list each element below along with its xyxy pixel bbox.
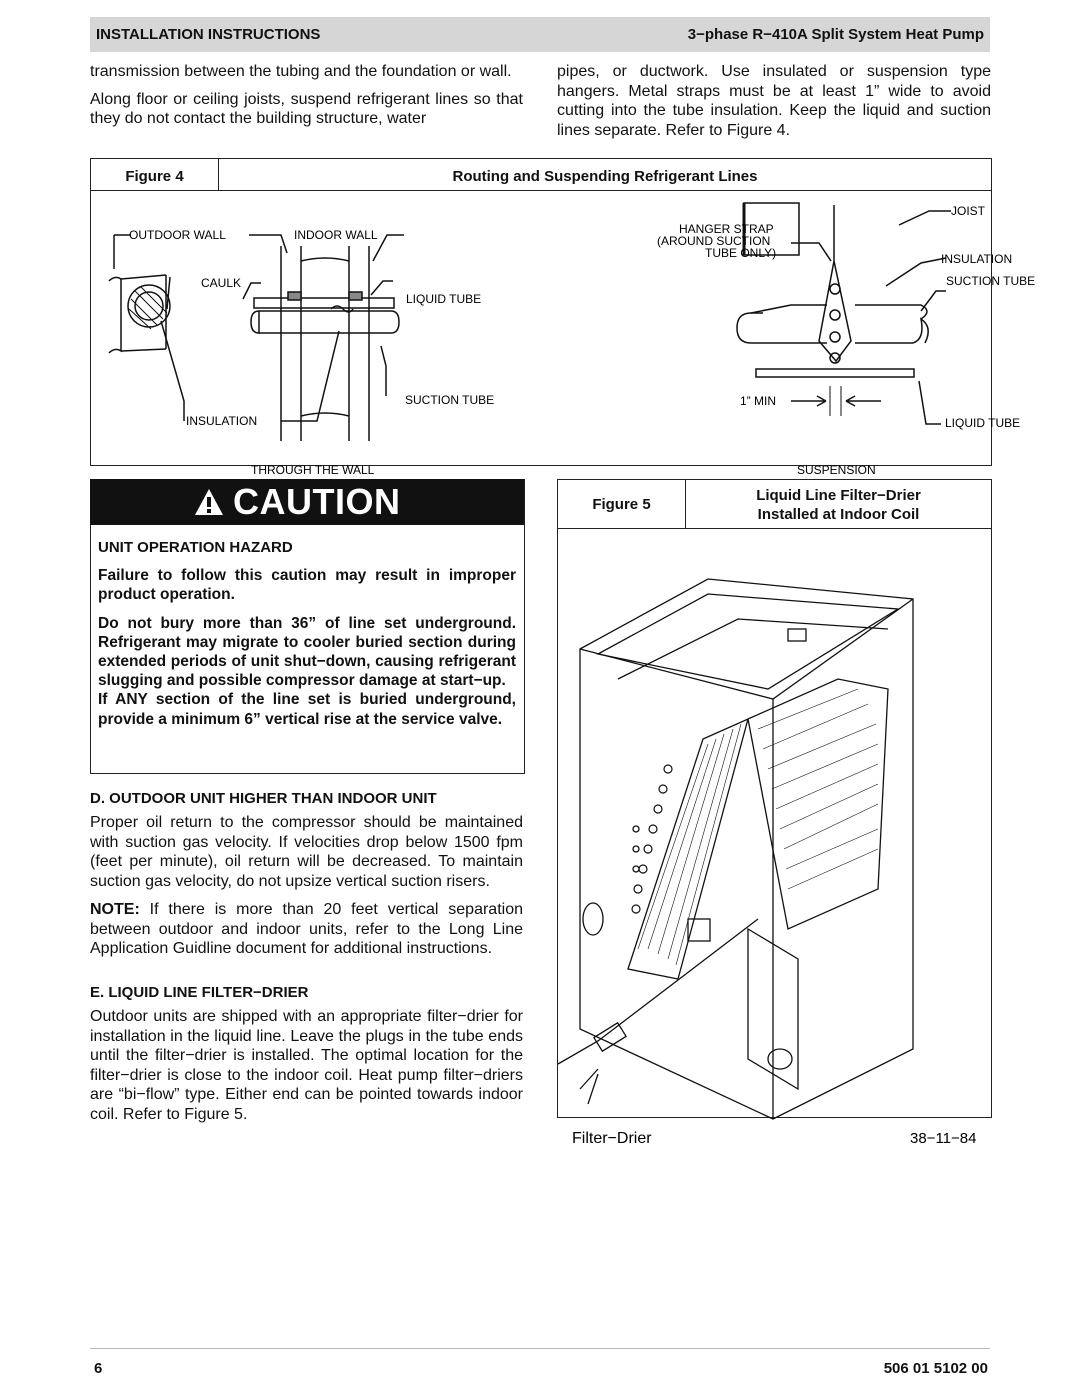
indoor-coil-illustration [558,529,991,1147]
document-number: 506 01 5102 00 [883,1360,988,1377]
label-hanger-strap: HANGER STRAP [679,222,774,236]
page-number: 6 [94,1360,103,1377]
caution-title: CAUTION [233,481,401,522]
paragraph: pipes, or ductwork. Use insulated or suspension type hangers. Metal straps must be at least 1” wide to avoid cutting into the tube insulation. Keep the liquid and suction lines separate. Refer to Figure 4. [557,63,991,139]
note-label: NOTE: [90,901,140,918]
section-e-heading: E. LIQUID LINE FILTER−DRIER [90,984,309,1001]
label-caulk: CAULK [201,276,242,290]
figure-5-title-line1: Liquid Line Filter−Drier [756,487,921,504]
caution-content [98,538,516,729]
footer-rule [90,1348,990,1349]
label-insulation: INSULATION [941,252,1013,266]
figure-4-number: Figure 4 [125,168,184,185]
through-the-wall-diagram [91,191,541,477]
figure-code: 38−11−84 [910,1130,977,1147]
paragraph: Along floor or ceiling joists, suspend refrigerant lines so that they do not contact the building structure, water [90,90,523,127]
section-d [90,790,523,959]
note-paragraph [90,900,523,959]
header-product: 3−phase R−410A Split System Heat Pump [687,26,984,43]
caution-hazard: UNIT OPERATION HAZARD [98,539,293,556]
label-suction-tube: SUCTION TUBE [946,274,1036,288]
label-joist: JOIST [951,204,986,218]
figure-5 [557,479,992,1147]
label-1-inch-min: 1” MIN [740,394,776,408]
label-outdoor-wall: OUTDOOR WALL [129,228,226,242]
note-text: If there is more than 20 feet vertical separation between outdoor and indoor units, refer to the Long Line Application Guidline document for additional instructions. [90,901,523,957]
figure-5-title-line2: Installed at Indoor Coil [757,506,920,523]
label-liquid-tube: LIQUID TUBE [945,416,1021,430]
paragraph: transmission between the tubing and the foundation or wall. [90,63,512,80]
caption-suspension: SUSPENSION [797,463,876,477]
caption-through-the-wall: THROUGH THE WALL [251,463,375,477]
header-title: INSTALLATION INSTRUCTIONS [96,26,321,43]
label-hanger-tube-only: TUBE ONLY) [705,246,777,260]
figure-5-number: Figure 5 [592,496,651,513]
figure-4-title: Routing and Suspending Refrigerant Lines [452,168,758,185]
label-suction-tube: SUCTION TUBE [405,393,495,407]
section-e [90,984,523,1124]
warning-triangle-icon [194,488,224,516]
caution-paragraph: Failure to follow this caution may result in improper product operation. [98,567,516,604]
label-liquid-tube: LIQUID TUBE [406,292,482,306]
figure-5-title [686,486,991,524]
top-left-column [90,62,523,129]
suspension-diagram [541,191,1036,477]
paragraph: Outdoor units are shipped with an appropriate filter−drier for installation in the liquid line. Leave the plugs in the tube ends until the filter−drier is installed. The optimal location for the filter−drier is close to the indoor coil. Heat pump filter−driers are “bi−flow” type. Either end can be pointed towards indoor coil. Refer to Figure 5. [90,1008,523,1123]
caution-paragraph: Do not bury more than 36” of line set underground. Refrigerant may migrate to cooler buried section during extended periods of unit shut−down, causing refrigerant slugging and possible compressor damage at start−up. [98,614,516,690]
paragraph: Proper oil return to the compressor should be maintained with suction gas velocity. If velocities drop below 1500 fpm (feet per minute), oil return will be decreased. To maintain suction gas velocity, do not upsize vertical suction risers. [90,814,523,890]
caution-paragraph: If ANY section of the line set is buried underground, provide a minimum 6” vertical rise at the service valve. [98,691,516,728]
label-insulation: INSULATION [186,414,258,428]
label-indoor-wall: INDOOR WALL [294,228,378,242]
section-d-heading: D. OUTDOOR UNIT HIGHER THAN INDOOR UNIT [90,790,437,807]
top-right-column [557,62,991,140]
figure-4 [90,158,1036,477]
label-hanger-around: (AROUND SUCTION [657,234,771,248]
filter-drier-label: Filter−Drier [572,1130,652,1147]
caution-bar [90,479,524,525]
